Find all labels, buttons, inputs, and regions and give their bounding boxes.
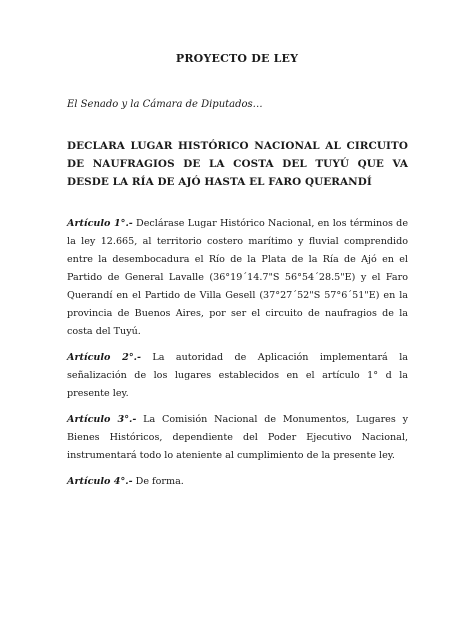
article-2 xyxy=(67,349,408,403)
article-4 xyxy=(67,473,408,491)
article-2-label: Artículo 2°.- xyxy=(67,352,141,363)
declaration-heading: DECLARA LUGAR HISTÓRICO NACIONAL AL CIRCUITO DE NAUFRAGIOS DE LA COSTA DEL TUYÚ QUE VA DESDE LA RÍA DE AJÓ HASTA EL FARO QUERANDÍ xyxy=(67,140,408,188)
article-1-text: Declárase Lugar Histórico Nacional, en los términos de la ley 12.665, al territorio costero marítimo y fluvial comprendido entre la desembocadura el Río de la Plata de la Ría de Ajó en el Partido de General Lavalle (36°19´14.7"S 56°54´28.5"E) y el Faro Querandí en el Partido de Villa Gesell (37°27´52"S 57°6´51"E) en la provincia de Buenos Aires, por ser el circuito de naufragios de la costa del Tuyú. xyxy=(67,218,408,337)
article-1 xyxy=(67,215,408,341)
article-2-text: La autoridad de Aplicación implementará la señalización de los lugares establecidos en el artículo 1° d la presente ley. xyxy=(67,352,408,399)
article-3-label: Artículo 3°.- xyxy=(67,414,137,425)
articles-list xyxy=(67,215,408,499)
article-1-label: Artículo 1°.- xyxy=(67,218,133,229)
article-3-text: La Comisión Nacional de Monumentos, Lugares y Bienes Históricos, dependiente del Poder Ejecutivo Nacional, instrumentará todo lo ateniente al cumplimiento de la presente ley. xyxy=(67,414,408,461)
article-4-text: De forma. xyxy=(135,476,184,487)
document-title: PROYECTO DE LEY xyxy=(175,52,299,65)
article-4-label: Artículo 4°.- xyxy=(67,476,133,487)
preamble: El Senado y la Cámara de Diputados… xyxy=(67,99,263,110)
article-3 xyxy=(67,411,408,465)
